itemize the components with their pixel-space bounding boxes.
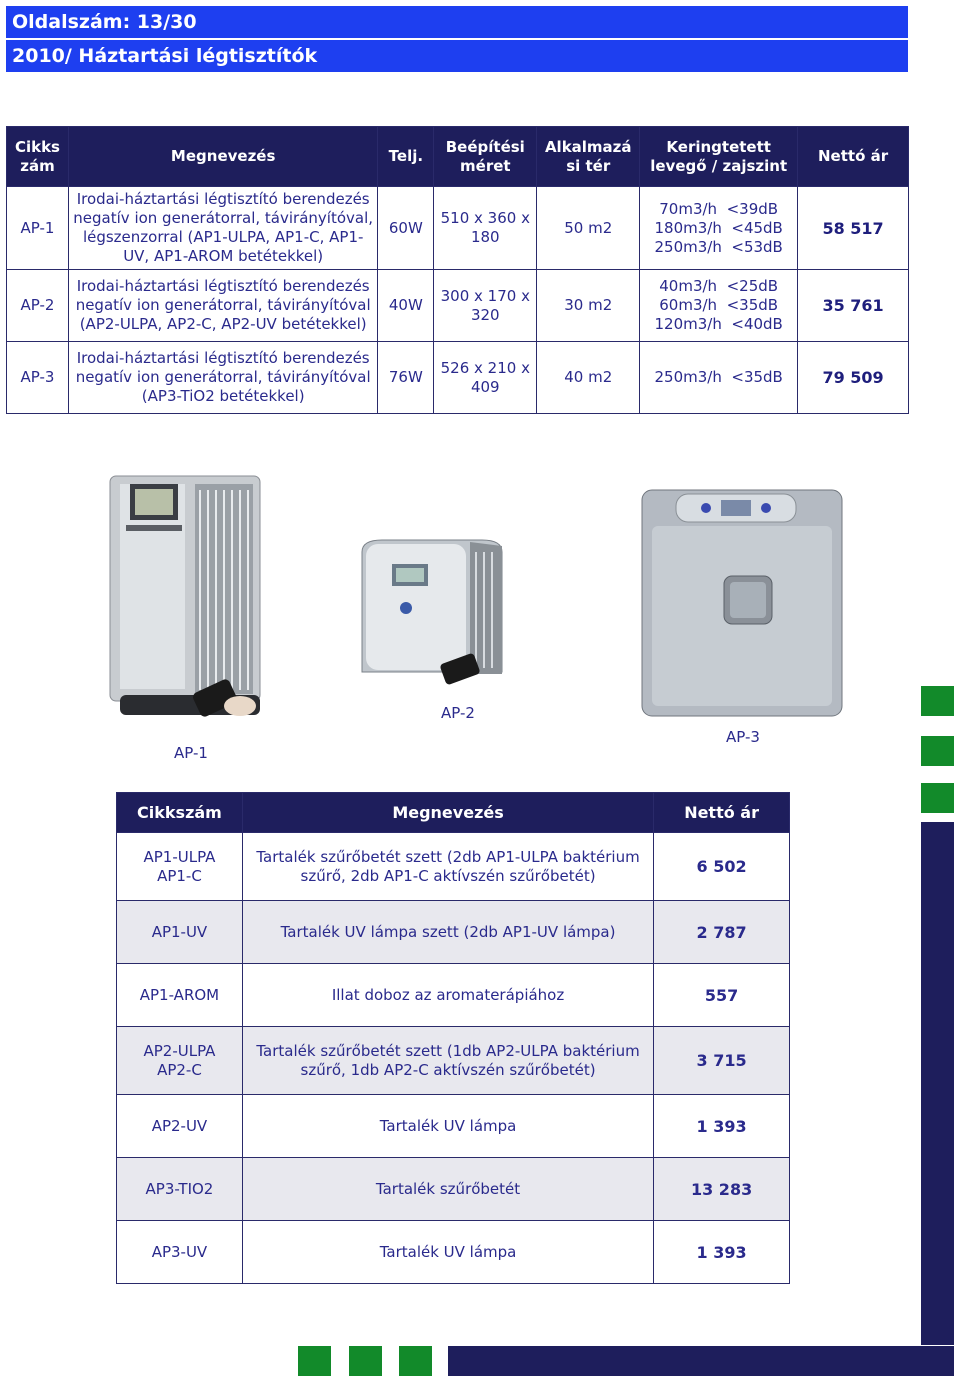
decor-green-square-1 (921, 686, 954, 716)
product-name-line: negatív ion generátorral, távirányítóval, (73, 209, 374, 227)
image-label-ap3: AP-3 (726, 728, 760, 746)
product-airflow (640, 342, 798, 414)
product-size-line: 526 x 210 x (440, 358, 530, 377)
accessory-code (117, 901, 243, 964)
product-area: 50 m2 (537, 187, 640, 270)
column-header-text: Beépítési (445, 137, 525, 156)
spec-header-row (7, 127, 909, 187)
column-header-text: si tér (566, 156, 611, 175)
product-name (68, 187, 377, 270)
accessory-row (117, 964, 790, 1027)
accessory-code (117, 964, 243, 1027)
accessory-price: 1 393 (654, 1221, 790, 1284)
column-header-text: méret (460, 156, 511, 175)
spec-table (6, 126, 909, 414)
decor-green-square-3 (921, 783, 954, 813)
product-code: AP-1 (7, 187, 69, 270)
column-header-text: Keringtetett (666, 137, 771, 156)
accessory-name (242, 964, 653, 1027)
accessory-row (117, 1027, 790, 1095)
image-label-ap2: AP-2 (441, 704, 475, 722)
decor-green-square-4 (298, 1346, 331, 1376)
product-image-ap2 (352, 532, 532, 692)
page-number-bar (6, 6, 908, 38)
product-name-line: (AP3-TiO2 betétekkel) (141, 387, 305, 405)
accessory-row (117, 1158, 790, 1221)
accessory-code (117, 1095, 243, 1158)
product-price: 35 761 (798, 270, 909, 342)
spec-column-header (378, 127, 434, 187)
accessory-name-line: Tartalék UV lámpa (379, 1242, 517, 1261)
accessory-name-line: szűrő, 1db AP2-C aktívszén szűrőbetét) (300, 1060, 596, 1079)
product-name-line: légszenzorral (AP1-ULPA, AP1-C, AP1- (82, 228, 364, 246)
page-number: Oldalszám: 13/30 (12, 11, 197, 33)
decor-green-square-6 (399, 1346, 432, 1376)
column-header-text: Cikks (14, 137, 60, 156)
accessory-name (242, 1095, 653, 1158)
accessory-code-line: AP2-ULPA (143, 1041, 216, 1060)
image-label-ap1: AP-1 (174, 744, 208, 762)
column-header-text: Telj. (388, 147, 424, 165)
spec-column-header (640, 127, 798, 187)
accessory-code-line: AP1-ULPA (143, 847, 216, 866)
accessory-code-line: AP1-UV (151, 922, 208, 941)
accessory-code (117, 1158, 243, 1221)
product-power: 60W (378, 187, 434, 270)
product-size-line: 510 x 360 x (440, 209, 530, 227)
section-title-bar (6, 40, 908, 72)
product-size-line: 409 (470, 377, 500, 396)
product-airflow-line: 250m3/h <53dB (654, 237, 783, 256)
product-size-line: 300 x 170 x (440, 286, 530, 305)
spec-column-header (7, 127, 69, 187)
accessory-code (117, 1027, 243, 1095)
accessory-name-line: szűrő, 2db AP1-C aktívszén szűrőbetét) (300, 866, 596, 885)
accessory-name-line: Tartalék szűrőbetét (375, 1179, 521, 1198)
product-name (68, 270, 377, 342)
accessory-price: 6 502 (654, 833, 790, 901)
product-name (68, 342, 377, 414)
accessory-code (117, 833, 243, 901)
product-area: 30 m2 (537, 270, 640, 342)
spec-column-header (434, 127, 537, 187)
product-name-line: UV, AP1-AROM betétekkel) (123, 247, 324, 265)
accessory-name-line: Illat doboz az aromaterápiához (331, 985, 565, 1004)
column-header-text: levegő / zajszint (650, 156, 788, 175)
accessory-price: 3 715 (654, 1027, 790, 1095)
product-name-line: (AP2-ULPA, AP2-C, AP2-UV betétekkel) (79, 315, 367, 333)
product-size (434, 270, 537, 342)
accessory-code-line: AP3-UV (151, 1242, 208, 1261)
accessory-name (242, 1027, 653, 1095)
product-airflow-line: 40m3/h <25dB (659, 277, 779, 295)
product-airflow-line: 60m3/h <35dB (659, 296, 779, 314)
product-price: 58 517 (798, 187, 909, 270)
accessory-price: 2 787 (654, 901, 790, 964)
column-header-text: Megnevezés (170, 147, 276, 165)
accessory-code-line: AP2-C (157, 1060, 202, 1079)
accessory-name (242, 1221, 653, 1284)
column-header-text: zám (20, 156, 55, 175)
product-name-line: Irodai-háztartási légtisztító berendezés (76, 349, 370, 367)
column-header-text: Alkalmazá (544, 137, 632, 156)
spec-column-header (68, 127, 377, 187)
accessory-code-line: AP3-TIO2 (145, 1179, 214, 1198)
accessory-code-line: AP1-AROM (139, 985, 220, 1004)
decor-green-square-2 (921, 736, 954, 766)
accessory-name-line: Tartalék UV lámpa (379, 1116, 517, 1135)
accessory-row (117, 1095, 790, 1158)
product-size (434, 187, 537, 270)
product-name-line: negatív ion generátorral, távirányítóval (75, 296, 371, 314)
decor-navy-bar-bottom (448, 1346, 954, 1376)
column-header-text: Nettó ár (818, 147, 889, 165)
product-price: 79 509 (798, 342, 909, 414)
product-airflow-line: 180m3/h <45dB (654, 218, 783, 237)
section-title: 2010/ Háztartási légtisztítók (12, 45, 318, 67)
spec-column-header (537, 127, 640, 187)
accessory-row (117, 833, 790, 901)
accessory-price: 1 393 (654, 1095, 790, 1158)
accessory-name-line: Tartalék szűrőbetét szett (1db AP2-ULPA baktérium (256, 1041, 640, 1060)
spec-row (7, 187, 909, 270)
product-power: 40W (378, 270, 434, 342)
accessory-price: 557 (654, 964, 790, 1027)
accessory-name-line: Tartalék UV lámpa szett (2db AP1-UV lámpa) (280, 922, 616, 941)
accessory-code (117, 1221, 243, 1284)
accessory-header-row (117, 793, 790, 833)
accessory-price: 13 283 (654, 1158, 790, 1221)
spec-row (7, 270, 909, 342)
product-size-line: 180 (470, 228, 500, 246)
spec-row (7, 342, 909, 414)
accessory-name (242, 901, 653, 964)
accessory-table (116, 792, 790, 1284)
product-airflow (640, 187, 798, 270)
accessory-column-header: Nettó ár (654, 793, 790, 833)
product-image-ap3 (636, 486, 851, 726)
accessory-column-header: Megnevezés (242, 793, 653, 833)
product-name-line: Irodai-háztartási légtisztító berendezés (76, 277, 370, 295)
accessory-row (117, 1221, 790, 1284)
decor-navy-bar-right (921, 822, 954, 1345)
accessory-name (242, 833, 653, 901)
product-code: AP-2 (7, 270, 69, 342)
product-image-ap1 (100, 470, 275, 740)
product-power: 76W (378, 342, 434, 414)
product-name-line: Irodai-háztartási légtisztító berendezés (76, 190, 370, 208)
accessory-column-header: Cikkszám (117, 793, 243, 833)
product-airflow-line: 250m3/h <35dB (654, 368, 783, 386)
product-name-line: negatív ion generátorral, távirányítóval (75, 368, 371, 386)
product-code: AP-3 (7, 342, 69, 414)
spec-column-header (798, 127, 909, 187)
product-airflow-line: 120m3/h <40dB (654, 315, 783, 333)
product-airflow-line: 70m3/h <39dB (659, 199, 779, 218)
product-size-line: 320 (470, 305, 500, 324)
decor-green-square-5 (349, 1346, 382, 1376)
accessory-name-line: Tartalék szűrőbetét szett (2db AP1-ULPA baktérium (256, 847, 640, 866)
product-size (434, 342, 537, 414)
product-airflow (640, 270, 798, 342)
accessory-name (242, 1158, 653, 1221)
accessory-code-line: AP1-C (157, 866, 202, 885)
accessory-row (117, 901, 790, 964)
product-area: 40 m2 (537, 342, 640, 414)
accessory-code-line: AP2-UV (151, 1116, 208, 1135)
